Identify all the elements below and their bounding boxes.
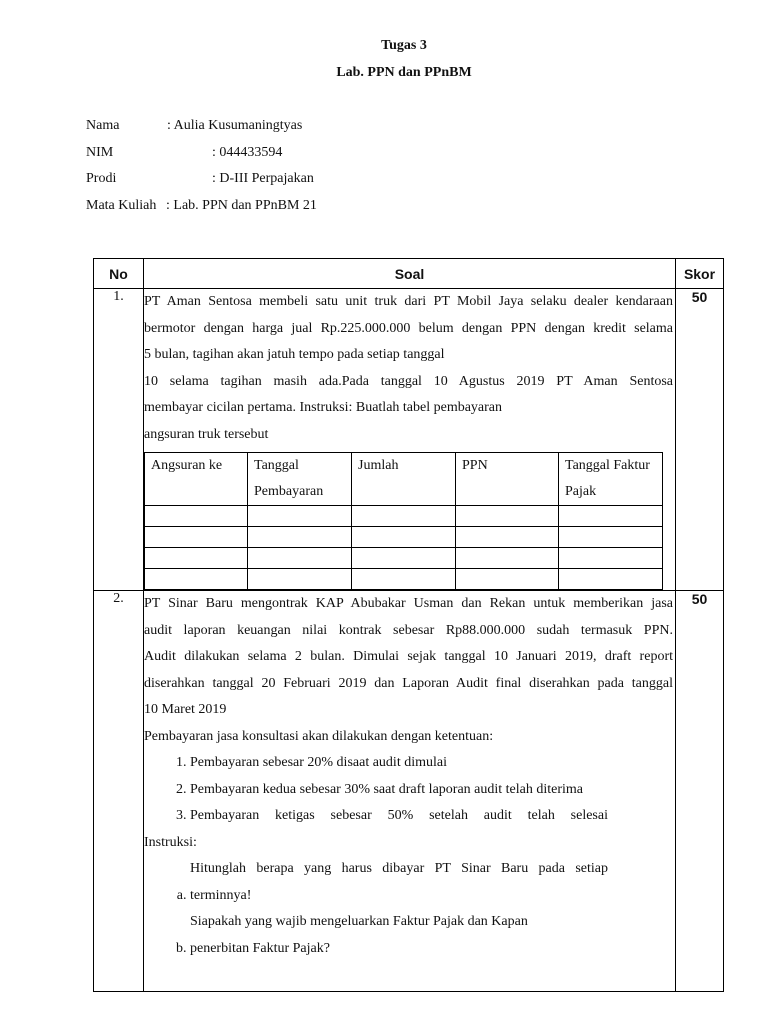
- table-header-row: [94, 259, 724, 289]
- installment-cell: [352, 527, 456, 548]
- installment-header-row: [145, 453, 663, 506]
- questions-table: [93, 258, 724, 992]
- installment-col-header: Tanggal Pembayaran: [248, 453, 352, 506]
- payment-term-text: Pembayaran sebesar 20% disaat audit dimulai: [190, 755, 447, 770]
- prodi-value: : D-III Perpajakan: [212, 171, 314, 186]
- installment-col-header: Angsuran ke: [145, 453, 248, 506]
- installment-cell: [352, 569, 456, 590]
- question-2-line: Pembayaran jasa konsultasi akan dilakukan dengan ketentuan:: [144, 728, 494, 744]
- installment-cell: [559, 527, 663, 548]
- installment-cell: [456, 569, 559, 590]
- instruksi-label: Instruksi:: [144, 834, 197, 850]
- installment-cell: [352, 548, 456, 569]
- nim-label: NIM: [86, 145, 114, 160]
- installment-col-header: Jumlah: [352, 453, 456, 506]
- question-number: 1.: [94, 289, 144, 591]
- payment-term-item: [190, 803, 675, 830]
- instruction-list: [144, 856, 675, 962]
- question-2-line: 10 Maret 2019: [144, 702, 227, 717]
- question-score: 50: [676, 591, 724, 992]
- header-soal: Soal: [144, 259, 676, 289]
- installment-cell: [456, 548, 559, 569]
- header-skor: Skor: [676, 259, 724, 289]
- question-row-2: [94, 591, 724, 992]
- document-subtitle: Lab. PPN dan PPnBM: [336, 65, 472, 80]
- nama-label: Nama: [86, 118, 120, 133]
- question-text: [144, 591, 676, 992]
- instruction-text: Siapakah yang wajib mengeluarkan Faktur Pajak dan Kapan penerbitan Faktur Pajak?: [190, 914, 528, 956]
- question-1-line: angsuran truk tersebut: [144, 426, 269, 442]
- question-text: [144, 289, 676, 591]
- question-2-line: diserahkan tanggal 20 Februari 2019 dan Laporan Audit final diserahkan pada tanggal: [144, 675, 673, 691]
- installment-table: [144, 452, 663, 590]
- question-2-line: PT Sinar Baru mengontrak KAP Abubakar Usman dan Rekan untuk memberikan jasa: [144, 596, 673, 611]
- question-1-line: membayar cicilan pertama. Instruksi: Buatlah tabel pembayaran: [144, 400, 503, 415]
- installment-cell: [248, 548, 352, 569]
- matkul-label: Mata Kuliah: [86, 198, 157, 213]
- question-2-line: Audit dilakukan selama 2 bulan. Dimulai sejak tanggal 10 Januari 2019, draft report: [144, 649, 673, 664]
- question-row-1: [94, 289, 724, 591]
- payment-term-text: Pembayaran ketigas sebesar 50% setelah audit telah selesai: [190, 808, 608, 823]
- payment-terms-list: [144, 750, 675, 830]
- payment-term-item: [190, 750, 675, 777]
- installment-cell: [248, 569, 352, 590]
- question-1-line: PT Aman Sentosa membeli satu unit truk dari PT Mobil Jaya selaku dealer kendaraan: [144, 294, 673, 309]
- installment-cell: [352, 506, 456, 527]
- prodi-label: Prodi: [86, 171, 117, 186]
- installment-cell: [145, 527, 248, 548]
- installment-cell: [248, 527, 352, 548]
- question-1-line: bermotor dengan harga jual Rp.225.000.000 belum dengan PPN dengan kredit selama: [144, 320, 673, 336]
- installment-cell: [559, 548, 663, 569]
- installment-cell: [456, 506, 559, 527]
- question-1-line: 10 selama tagihan masih ada.Pada tanggal 10 Agustus 2019 PT Aman Sentosa: [144, 373, 673, 389]
- document-title: Tugas 3: [381, 38, 427, 53]
- installment-empty-row: [145, 527, 663, 548]
- instruction-item: [190, 856, 675, 909]
- header-no: No: [94, 259, 144, 289]
- installment-cell: [456, 527, 559, 548]
- nim-value: : 044433594: [212, 145, 283, 160]
- instruction-text: Hitunglah berapa yang harus dibayar PT Sinar Baru pada setiap terminnya!: [190, 861, 608, 903]
- installment-col-header: PPN: [456, 453, 559, 506]
- installment-cell: [145, 506, 248, 527]
- payment-term-text: Pembayaran kedua sebesar 30% saat draft laporan audit telah diterima: [190, 781, 584, 797]
- question-number: 2.: [94, 591, 144, 992]
- question-2-line: audit laporan keuangan nilai kontrak sebesar Rp88.000.000 sudah termasuk PPN.: [144, 622, 673, 638]
- matkul-value: : Lab. PPN dan PPnBM 21: [166, 198, 317, 213]
- installment-cell: [145, 548, 248, 569]
- installment-cell: [559, 506, 663, 527]
- installment-empty-row: [145, 569, 663, 590]
- installment-cell: [145, 569, 248, 590]
- question-1-line: 5 bulan, tagihan akan jatuh tempo pada setiap tanggal: [144, 347, 445, 362]
- instruction-item: [190, 909, 675, 962]
- installment-cell: [559, 569, 663, 590]
- payment-term-item: [190, 777, 675, 804]
- installment-cell: [248, 506, 352, 527]
- nama-value: : Aulia Kusumaningtyas: [167, 118, 303, 133]
- installment-empty-row: [145, 548, 663, 569]
- installment-col-header: Tanggal Faktur Pajak: [559, 453, 663, 506]
- question-score: 50: [676, 289, 724, 591]
- installment-empty-row: [145, 506, 663, 527]
